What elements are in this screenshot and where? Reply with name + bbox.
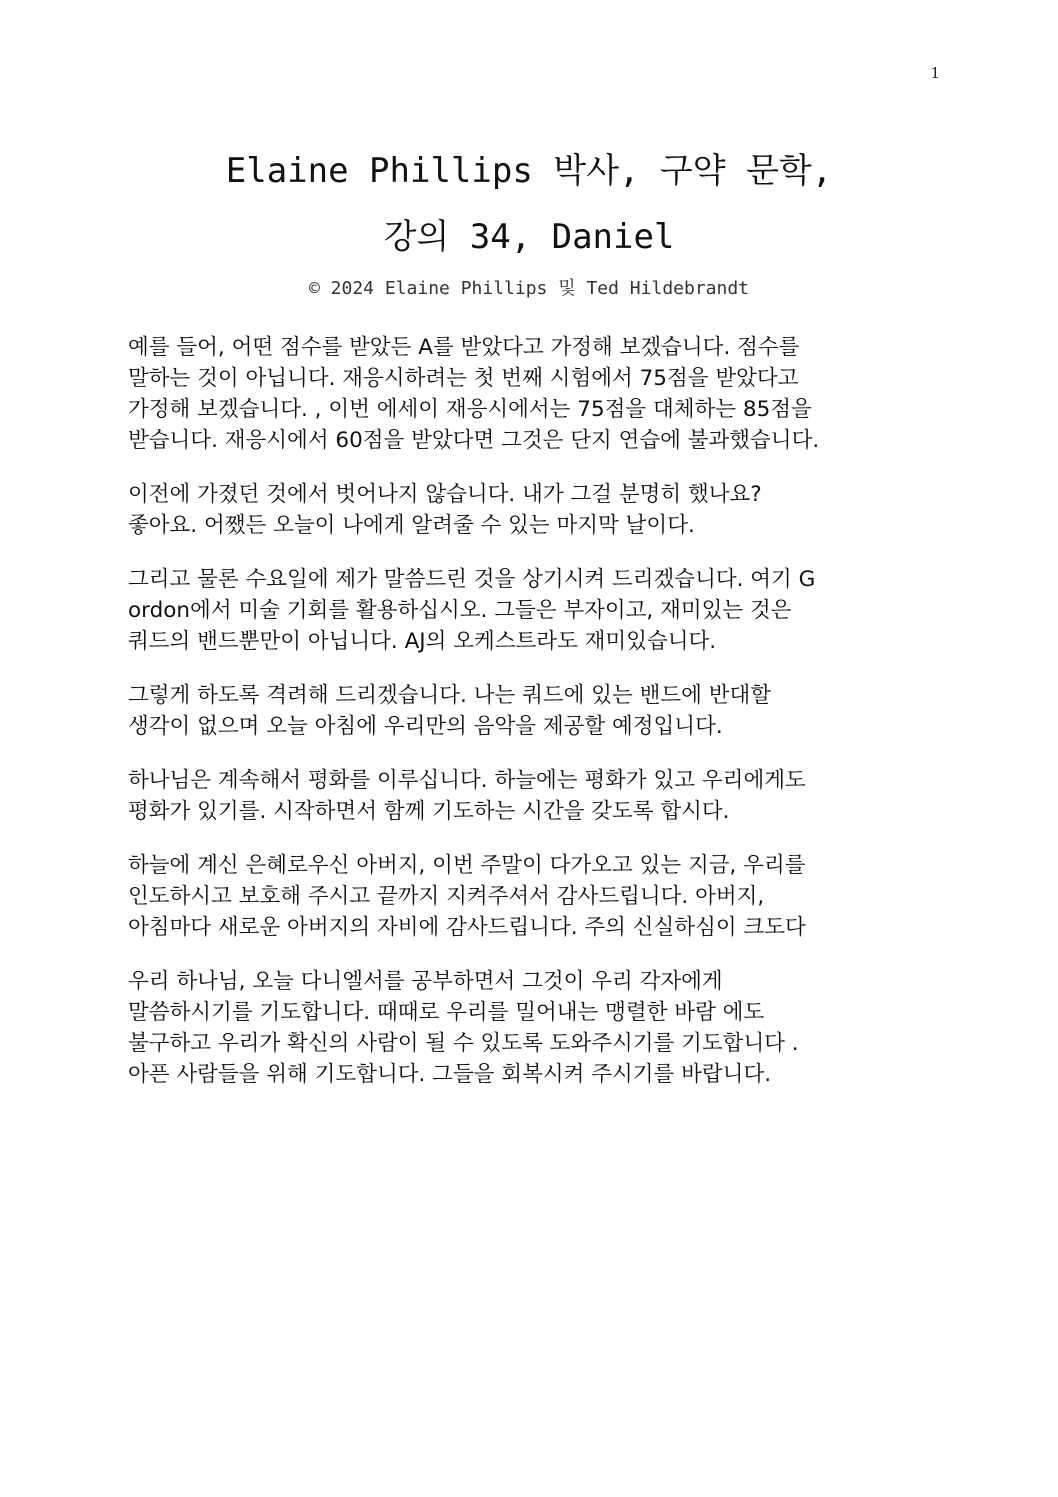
paragraph-line: 평화가 있기를. 시작하면서 함께 기도하는 시간을 갖도록 합시다. xyxy=(128,799,730,824)
paragraph-line: 그렇게 하도록 격려해 드리겠습니다. 나는 쿼드에 있는 밴드에 반대할 xyxy=(128,683,772,708)
paragraph-line: 그리고 물론 수요일에 제가 말씀드린 것을 상기시켜 드리겠습니다. 여기 G xyxy=(128,567,816,592)
paragraph-line: 불구하고 우리가 확신의 사람이 될 수 있도록 도와주시기를 기도합니다 . xyxy=(128,1031,799,1056)
paragraph xyxy=(128,564,928,657)
paragraph-line: ordon에서 미술 기회를 활용하십시오. 그들은 부자이고, 재미있는 것은 xyxy=(128,598,792,623)
paragraph-line: 하늘에 계신 은혜로우신 아버지, 이번 주말이 다가오고 있는 지금, 우리를 xyxy=(128,853,806,878)
paragraph-line: 아침마다 새로운 아버지의 자비에 감사드립니다. 주의 신실하심이 크도다 xyxy=(128,915,806,940)
paragraph xyxy=(128,966,928,1090)
paragraph-line: 우리 하나님, 오늘 다니엘서를 공부하면서 그것이 우리 각자에게 xyxy=(128,969,723,994)
paragraph xyxy=(128,479,928,541)
copyright-notice: © 2024 Elaine Phillips 및 Ted Hildebrandt xyxy=(308,278,750,299)
body-text xyxy=(128,332,928,1113)
paragraph-line: 이전에 가졌던 것에서 벗어나지 않습니다. 내가 그걸 분명히 했나요? xyxy=(128,482,762,507)
paragraph-line: 예를 들어, 어떤 점수를 받았든 A를 받았다고 가정해 보겠습니다. 점수를 xyxy=(128,335,800,360)
paragraph xyxy=(128,332,928,456)
paragraph xyxy=(128,765,928,827)
paragraph-line: 생각이 없으며 오늘 아침에 우리만의 음악을 제공할 예정입니다. xyxy=(128,714,723,739)
document-title-line-1: Elaine Phillips 박사, 구약 문학, xyxy=(225,151,833,191)
paragraph-line: 가정해 보겠습니다. , 이번 에세이 재응시에서는 75점을 대체하는 85점을 xyxy=(128,397,812,422)
paragraph-line: 하나님은 계속해서 평화를 이루십니다. 하늘에는 평화가 있고 우리에게도 xyxy=(128,768,806,793)
paragraph xyxy=(128,680,928,742)
page-number: 1 xyxy=(930,64,940,82)
paragraph-line: 쿼드의 밴드뿐만이 아닙니다. AJ의 오케스트라도 재미있습니다. xyxy=(128,629,717,654)
document-title-line-2: 강의 34, Daniel xyxy=(383,217,675,257)
paragraph-line: 말씀하시기를 기도합니다. 때때로 우리를 밀어내는 맹렬한 바람 에도 xyxy=(128,1000,765,1025)
paragraph-line: 인도하시고 보호해 주시고 끝까지 지켜주셔서 감사드립니다. 아버지, xyxy=(128,884,765,909)
paragraph-line: 받습니다. 재응시에서 60점을 받았다면 그것은 단지 연습에 불과했습니다. xyxy=(128,428,820,453)
paragraph-line: 말하는 것이 아닙니다. 재응시하려는 첫 번째 시험에서 75점을 받았다고 xyxy=(128,366,799,391)
title-block xyxy=(0,138,1058,302)
paragraph-line: 좋아요. 어쨌든 오늘이 나에게 알려줄 수 있는 마지막 날이다. xyxy=(128,513,695,538)
paragraph xyxy=(128,850,928,943)
paragraph-line: 아픈 사람들을 위해 기도합니다. 그들을 회복시켜 주시기를 바랍니다. xyxy=(128,1062,772,1087)
